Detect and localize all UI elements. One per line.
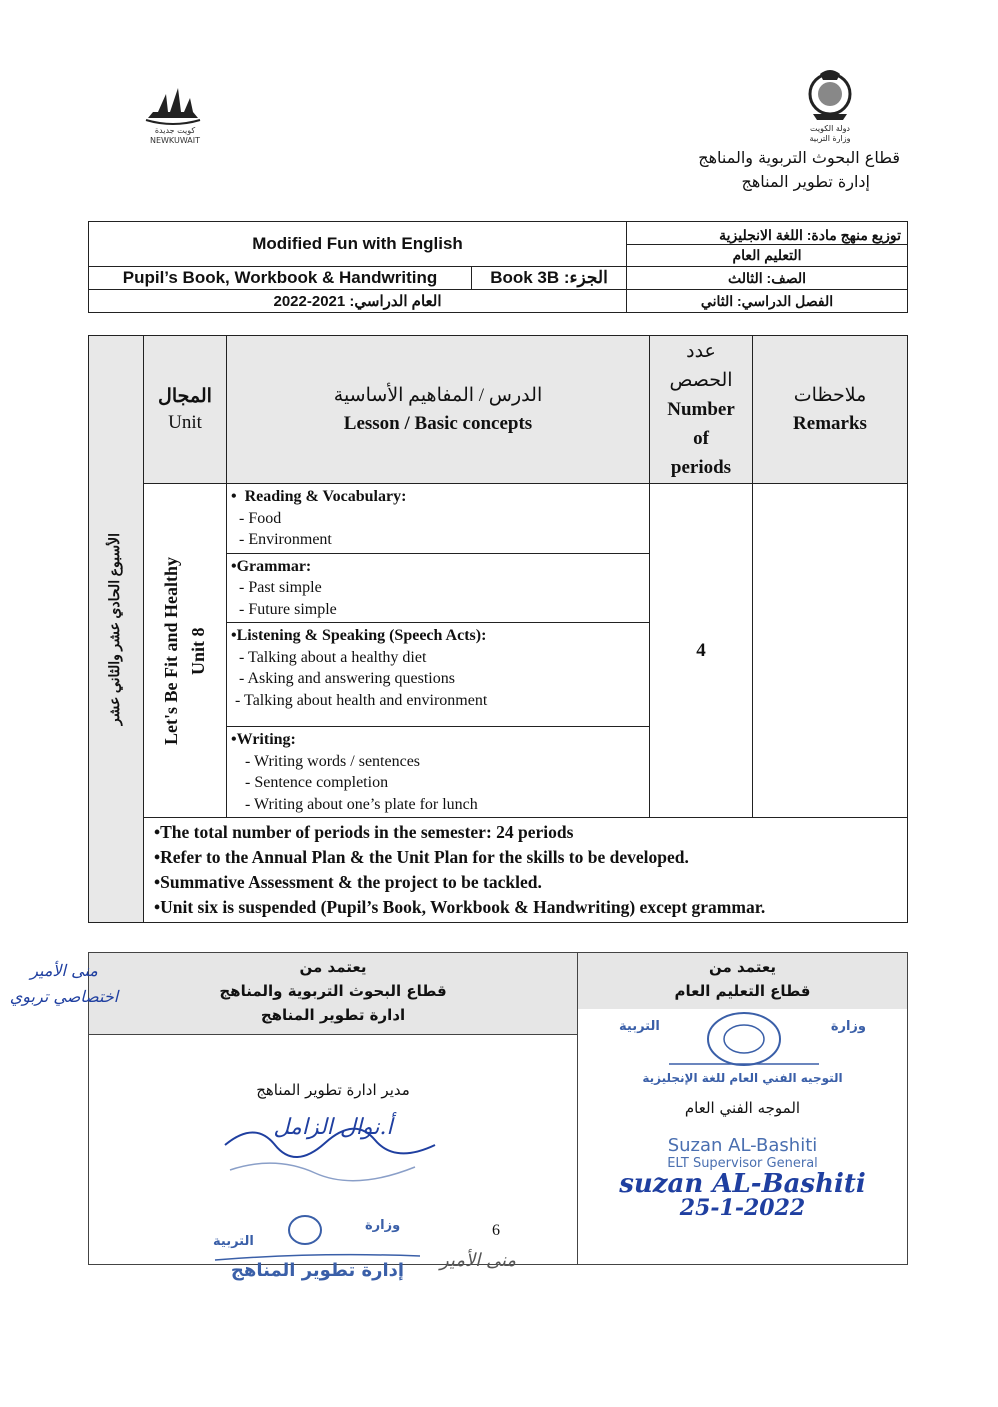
periods-header bbox=[650, 336, 753, 484]
new-kuwait-caption bbox=[135, 126, 215, 146]
books-cell: Pupil’s Book, Workbook & Handwriting bbox=[89, 267, 472, 290]
week-label: الأسبوع الحادي عشر والثاني عشر bbox=[108, 532, 123, 726]
periods-header-ar2: الحصص bbox=[669, 370, 733, 391]
footer-stamp-department: إدارة تطوير المناهج bbox=[230, 1260, 405, 1281]
kuwait-emblem-icon bbox=[805, 66, 855, 124]
right-role: الموجه الفني العام bbox=[684, 1099, 801, 1117]
part-cell: Book 3B :الجزء bbox=[472, 267, 627, 290]
periods-header-en1: Number bbox=[667, 399, 735, 420]
year-cell: العام الدراسي: 2021-2022 bbox=[89, 290, 627, 313]
lesson-section-writing bbox=[227, 727, 650, 818]
stamp-supervision: التوجيه الفني العام للغة الإنجليزية bbox=[642, 1071, 843, 1085]
remarks-header-ar: ملاحظات bbox=[793, 385, 867, 406]
section-bullet: • bbox=[231, 627, 237, 644]
subject-text: توزيع منهج مادة: اللغة الانجليزية bbox=[719, 226, 901, 243]
sector-title: قطاع البحوث التربوية والمناهج bbox=[698, 148, 900, 167]
unit-header bbox=[144, 336, 227, 484]
remarks-cell bbox=[753, 484, 908, 818]
education-cell: التعليم العام bbox=[627, 244, 908, 267]
right-approved-by: يعتمد من bbox=[709, 958, 776, 976]
lesson-header-en: Lesson / Basic concepts bbox=[343, 413, 533, 434]
lesson-section-grammar bbox=[227, 553, 650, 623]
left-sector: قطاع البحوث التربوية والمناهج bbox=[219, 982, 447, 1000]
supervisor-signature: suzan AL-Bashiti bbox=[619, 1169, 866, 1199]
margin-note: منى الأمير اختصاصي تربوي bbox=[9, 961, 119, 1006]
right-approval-cell bbox=[578, 953, 908, 1265]
section-title: Reading & Vocabulary: bbox=[244, 488, 407, 505]
note-line: •Summative Assessment & the project to be tackled. bbox=[154, 872, 542, 892]
department-title: إدارة تطوير المناهج bbox=[741, 172, 870, 191]
footer-stamp-education: التربية bbox=[213, 1234, 254, 1249]
section-title: Writing: bbox=[236, 731, 296, 748]
note-line: •Refer to the Annual Plan & the Unit Plan for the skills to be developed. bbox=[154, 847, 689, 867]
grade-cell: الصف: الثالث bbox=[627, 267, 908, 290]
lesson-item: - Environment bbox=[239, 531, 332, 548]
lesson-item: - Future simple bbox=[239, 600, 337, 618]
unit-number: Unit 8 bbox=[188, 626, 208, 675]
lesson-item: - Food bbox=[239, 509, 282, 527]
section-bullet: • bbox=[231, 488, 237, 505]
remarks-header bbox=[753, 336, 908, 484]
right-approval-header bbox=[578, 953, 907, 1009]
lesson-section-listening bbox=[227, 623, 650, 727]
left-approval-header bbox=[89, 953, 578, 1035]
footer-stamp bbox=[205, 1212, 430, 1297]
section-title: Grammar: bbox=[236, 557, 312, 575]
subject-cell bbox=[627, 222, 908, 245]
course-title: Modified Fun with English bbox=[89, 222, 627, 267]
left-department: ادارة تطوير المناهج bbox=[260, 1006, 406, 1024]
remarks-header-en: Remarks bbox=[793, 413, 867, 434]
unit-header-en: Unit bbox=[168, 412, 202, 433]
note-line: •Unit six is suspended (Pupil’s Book, Workbook & Handwriting) except grammar. bbox=[154, 897, 766, 917]
ministry-label: وزارة التربية bbox=[809, 134, 851, 143]
left-approved-by: يعتمد من bbox=[299, 958, 367, 976]
left-role: مدير ادارة تطوير المناهج bbox=[256, 1081, 410, 1099]
emblem-caption bbox=[795, 124, 865, 144]
section-bullet: • bbox=[231, 731, 237, 748]
supervisor-title: ELT Supervisor General bbox=[667, 1156, 818, 1171]
left-signature-area bbox=[90, 1115, 576, 1185]
new-kuwait-label: NEWKUWAIT bbox=[149, 136, 201, 145]
footer-stamp-ministry: وزارة bbox=[365, 1218, 401, 1233]
stamp-ministry: وزارة bbox=[830, 1019, 866, 1034]
footer-handwritten-note: منى الأمير bbox=[440, 1250, 517, 1271]
notes-cell bbox=[144, 818, 908, 923]
new-kuwait-arabic: كويت جديدة bbox=[154, 126, 196, 135]
semester-cell: الفصل الدراسي: الثاني bbox=[627, 290, 908, 313]
curriculum-table bbox=[88, 335, 908, 923]
lesson-item: - Writing words / sentences bbox=[245, 752, 421, 770]
week-cell bbox=[89, 336, 144, 923]
state-label: دولة الكويت bbox=[810, 124, 850, 133]
note-line: •The total number of periods in the semester: 24 periods bbox=[154, 822, 574, 842]
lesson-section-reading bbox=[227, 484, 650, 554]
left-signature: أ.نوال الزامل bbox=[273, 1115, 393, 1140]
info-table bbox=[88, 221, 908, 313]
section-bullet: • bbox=[231, 557, 237, 575]
sector-heading bbox=[600, 146, 900, 194]
page-number: 6 bbox=[492, 1222, 500, 1239]
unit-cell bbox=[144, 484, 227, 818]
lesson-header-ar: الدرس / المفاهيم الأساسية bbox=[333, 385, 543, 406]
periods-header-en3: periods bbox=[670, 457, 732, 478]
supervision-stamp bbox=[579, 1009, 906, 1099]
lesson-item: - Talking about a healthy diet bbox=[239, 648, 427, 666]
unit-title: Let's Be Fit and Healthy bbox=[161, 556, 181, 745]
lesson-item: - Sentence completion bbox=[245, 774, 389, 791]
lesson-header bbox=[227, 336, 650, 484]
lesson-item: - Asking and answering questions bbox=[239, 670, 455, 687]
signature-date: 25-1-2022 bbox=[679, 1195, 806, 1221]
right-sector: قطاع التعليم العام bbox=[674, 982, 811, 1000]
periods-header-ar1: عدد bbox=[686, 341, 716, 362]
stamp-education: التربية bbox=[619, 1019, 660, 1034]
lesson-item: - Talking about health and environment bbox=[235, 691, 488, 709]
section-title: Listening & Speaking (Speech Acts): bbox=[236, 627, 487, 644]
lesson-item: - Past simple bbox=[239, 579, 322, 596]
unit-header-ar: المجال bbox=[158, 386, 212, 407]
lesson-item: - Writing about one’s plate for lunch bbox=[245, 795, 478, 813]
supervisor-name: Suzan AL-Bashiti bbox=[667, 1135, 818, 1156]
periods-value: 4 bbox=[650, 484, 753, 818]
periods-header-en2: of bbox=[693, 428, 709, 449]
